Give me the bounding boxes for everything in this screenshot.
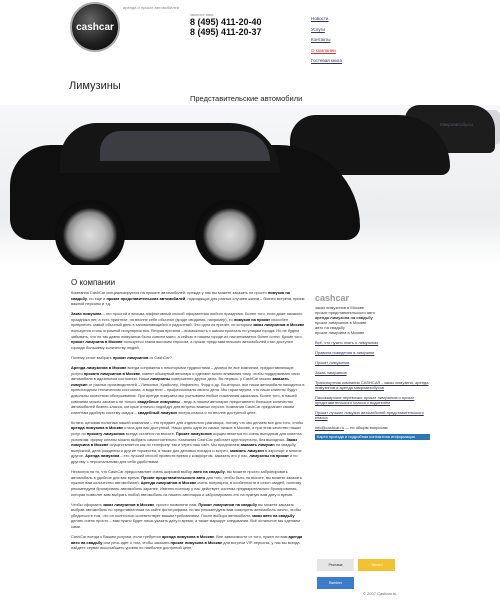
sidebar-text-5: авто на свадьбу [315,325,345,330]
car-window [100,131,270,161]
sidebar [315,293,430,440]
paragraph-1: Компания CashCar специализируется на прокате автомобилей, прежде у нас вы можете заказать не просто лимузин на свадьбу, но еще и прокат представительских автомобилей, подходящих для разных случаев жизни – бизнес встреча, прием важной персоны и т.д. [71,290,305,307]
sidebar-logo: cashcar [315,293,350,303]
header [0,0,500,75]
top-nav [311,14,391,67]
copyright: © 2007 Cashcar.ru [363,591,397,596]
sidebar-email-line: info@cashcar.ru — по общим вопросам [315,425,388,430]
tab-minibuses[interactable]: Микроавтобусы [440,122,473,127]
banner-1[interactable]: Реклама [317,559,354,571]
phone-block [190,12,262,37]
nav-item-about[interactable]: О компании [311,47,336,53]
paragraph-6: Несмотря на то, что CashCar предоставляет очень широкий выбор авто на свадьбу, вы можете просто забронировать автомобиль в удобное для вас время. Прокат представительского авто для того, чтобы быть на высоте, вы можете заказать нужное вам количество автомобилей. Аренда лимузинов в Москве очень популярна, в особенности в сезон свадеб, поэтому рекомендуем бронировать автомобиль заранее. Именно поэтому у нас действует система предварительного бронирования, которая позволит вам выбрать любой автомобиль из нашего автопарка и забронировать его на нужную вам дату и время. [71,469,302,497]
paragraph-5: Кстати, ценовая политика нашей компании – это предмет для отдельного разговора, потому что мы делаем все для того, чтобы аренда лимузина в Москве стала для вас доступной. Наши цены одни из самых низких в Москве, и при этом качество наших услуг по прокату лимузинов всегда остается на высоте. Прокат лимузинов осуществляется по очень выгодным для клиента условиям, форму оплаты можно выбрать самостоятельно. Компания CashCar работает круглосуточно, без выходных. Заказ лимузина в Москве осуществляется как по телефону, так и через наш сайт. Мы предлагаем заказать лимузин на свадьбу, выпускной, день рождения и другие торжества, а также для деловых поездок и встреч, заказать лимузин в аэропорт и многое другое. Аренда лимузина – это лучший способ провести время с комфортом, заказать его у нас, лимузины на прокат и по другому с персональными для себя удобствами. [71,419,304,465]
site-logo[interactable] [70,2,120,52]
paragraph-2: Заказ лимузина – это простой и весьма эффективный способ оформления любого праздника. Более того, если даже никакого праздника нет, а есть приятное, но вполне себе обычное (вроде свидания, например), то лимузин на прокат способен превратить самый обычный день в запоминающийся и радостный. Это одна из причин, по которым заказ лимузинов в Москве пользуется столь огромной популярностью. Вторая причина – возможность с шиком проехать по улицам города. Но не будем забывать, что не так давно лимузинов было совсем мало, а сейчас в нашем городе их насчитывается более сотни. Кроме того, прокат лимузина в Москве пользуется таким высоким спросом, а прокат представительских автомобилей стал доступен гораздо большему количеству людей. [71,311,305,350]
banner-grid [317,559,432,595]
map-link-bar[interactable]: Карта проезда и подробная контактная информация [315,434,430,440]
banner-3[interactable]: Rambler [317,577,354,589]
phone-number-2: 8 (495) 411-20-37 [190,27,262,37]
sidebar-text-2: прокат представительского авто [315,310,376,315]
logo-text: cashcar [76,21,114,33]
section-title-limousines[interactable]: Лимузины [69,80,121,92]
sidebar-text-6: прокат лимузина в Москве [315,330,365,335]
sidebar-text-1: заказ лимузинов в Москве [315,305,365,310]
paragraph-7: Чтобы оформить заказ лимузинов в Москве, просто позвоните нам. Прокат лимузинов на свадьбу вы можете заказать выбрав автомобиль по представленным на сайте фотографиям, но мы рекомендуем вам осмотреть автомобиль лично, чтобы убедиться в том, что он полностью соответствует вашим требованиям. После выбора автомобиля, заказ авто на свадьбу делать очень просто – вам нужно будет лишь указать дату и время, а также маршрут следования. Всё остальное мы сделаем сами. [71,501,301,529]
paragraph-3: Почему стоит выбрать прокат лимузинов от CashCar? [71,354,172,360]
content-heading: О компании [71,278,116,287]
phone-label: звоните нам: [190,12,214,17]
main-content [71,278,306,555]
front-wheel [55,200,125,265]
nav-item-guestbook[interactable]: Гостевая книга [311,58,342,63]
nav-item-news[interactable]: Новости [311,16,329,21]
sidebar-link-best[interactable]: Прокат лучших лимузин автомобилей представительского класса [315,410,424,420]
sidebar-link-rules[interactable]: Правила поведения в лимузине [315,350,375,355]
sidebar-link-transport[interactable]: Пассажирские перевозки: прокат лимузинов и прокат представительского класса с водителем [315,395,415,405]
paragraph-4: Аренда лимузинов в Москве всегда сопряжена с некоторыми трудностями – далеко не все компании, предоставляющие услуги проката лимузинов в Москве, имеют обширный автопарк и сделают много внимания тому, чтобы поддерживать свои автомобили в идеальном состоянии. Наши лимузины совершенно другое дело. Во-первых, у CashCar можно заказать лимузин от разных производителей – Линкольн, Крайслер, Инфинити, Форд и др. Во-вторых, все наши автомобили находятся в превосходном техническом состоянии, а водители – профессионалы своего дела. Мы гарантируем, что наши клиенты будут довольны качеством обслуживания. При аренде лимузина мы учитываем любые пожелания заказчика. Более того, в нашей компании можно заказать не только свадебные лимузины – ведь в нашем автопарке представлено большое количество автомобилей бизнес-класса, которые отлично подойдут для встречи важных персон. Компания CashCar предлагает своим клиентам удобную систему скидок – свадебный лимузин экстра-класса и по вполне доступной цене. [71,365,305,415]
nav-item-services[interactable]: Услуги [311,26,325,32]
sidebar-link-rental[interactable]: Прокат лимузинов [315,360,350,365]
nav-item-contacts[interactable]: Контакты [311,37,331,42]
logo-tagline: аренда и прокат автомобилей [123,5,179,10]
hero-image [0,105,500,265]
sidebar-link-company[interactable]: Транспортная компания CASHCAR - заказ лимузина, аренда лимузинов и аренда микроавтобусов [315,380,429,390]
sidebar-text-3: аренда лимузина на свадьбу [315,315,373,320]
sidebar-text-4: прокат лимузинов в Москве [315,320,367,325]
paragraph-8: CashCar всегда к Вашим услугам, если требуется аренда лимузина в Москве. Вне зависимости от того, нужен ли вам аренда авто на свадьбу или речь идет о том, чтобы заказать прокат лимузина в Москве для встречи VIP-персоны, у нас вы всегда найдете сервис высочайшего уровня по наиболее доступной цене. [71,534,303,551]
sidebar-link-about-limousines[interactable]: Всё, что нужно знать о лимузинах [315,340,379,345]
phone-number-1: 8 (495) 411-20-40 [190,17,262,27]
banner-2[interactable]: Yandex [358,559,395,571]
email-link[interactable]: info@cashcar.ru [315,425,344,430]
sidebar-link-order[interactable]: Заказ лимузинов [315,370,347,375]
tab-representative-cars[interactable]: Представительские автомобили [190,94,303,103]
rear-wheel [195,200,265,265]
